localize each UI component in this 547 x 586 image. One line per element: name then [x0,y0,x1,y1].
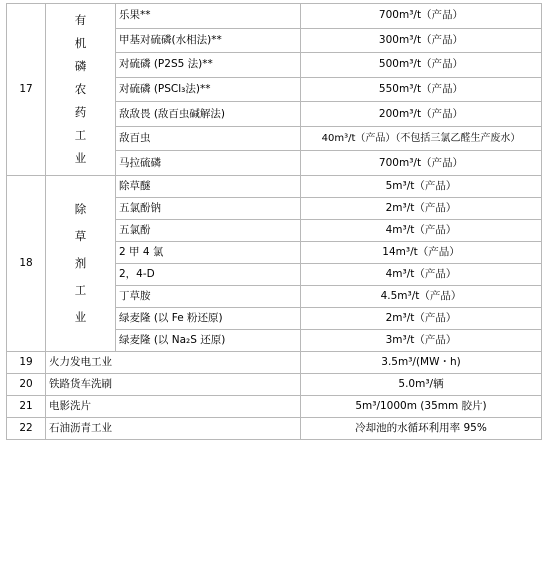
table-row [7,396,542,418]
product-name: 五氯酚 [116,220,301,242]
table-row [7,374,542,396]
row-number: 18 [7,176,46,352]
water-quota: 14m³/t（产品） [301,242,542,264]
row-number: 22 [7,418,46,440]
product-name: 五氯酚钠 [116,198,301,220]
row-number: 19 [7,352,46,374]
water-quota: 冷却池的水循环利用率 95% [301,418,542,440]
category-char: 磷 [74,59,87,73]
product-name: 乐果** [116,4,301,29]
water-quota: 300m³/t（产品） [301,28,542,53]
category-char: 药 [74,105,87,119]
water-quota: 4.5m³/t（产品） [301,286,542,308]
product-name: 丁草胺 [116,286,301,308]
product-name: 敌敌畏 (敌百虫碱解法) [116,102,301,127]
industry-name: 铁路货车洗刷 [46,374,301,396]
product-name: 对硫磷 (P2S5 法)** [116,53,301,78]
water-quota: 3.5m³/(MW・h) [301,352,542,374]
water-quota: 5m³/t（产品） [301,176,542,198]
product-name: 甲基对硫磷(水相法)** [116,28,301,53]
industry-name: 石油沥青工业 [46,418,301,440]
row-number: 17 [7,4,46,176]
water-quota: 2m³/t（产品） [301,198,542,220]
table-row [7,352,542,374]
category-char: 农 [74,82,87,96]
water-quota: 40m³/t（产品）（不包括三氯乙醛生产废水） [301,126,542,151]
category-char: 业 [74,151,87,165]
industry-name: 火力发电工业 [46,352,301,374]
product-name: 敌百虫 [116,126,301,151]
water-quota: 4m³/t（产品） [301,220,542,242]
product-name: 对硫磷 (PSCl₃法)** [116,77,301,102]
water-quota: 200m³/t（产品） [301,102,542,127]
water-quota: 5.0m³/辆 [301,374,542,396]
industry-name: 电影洗片 [46,396,301,418]
table-row [7,176,542,198]
water-quota: 2m³/t（产品） [301,308,542,330]
product-name: 马拉硫磷 [116,151,301,176]
category-char: 剂 [74,256,87,270]
category-char: 机 [74,36,87,50]
water-quota: 500m³/t（产品） [301,53,542,78]
category-char: 业 [74,310,87,324]
water-quota: 5m³/1000m (35mm 胶片) [301,396,542,418]
table-row [7,418,542,440]
category-char: 除 [74,202,87,216]
product-name: 除草醚 [116,176,301,198]
row-number: 21 [7,396,46,418]
category-char: 有 [74,13,87,27]
category-cell [46,176,116,352]
category-char: 工 [74,283,87,297]
category-char: 工 [74,128,87,142]
water-quota: 550m³/t（产品） [301,77,542,102]
water-quota: 700m³/t（产品） [301,4,542,29]
water-quota: 3m³/t（产品） [301,330,542,352]
product-name: 绿麦隆 (以 Fe 粉还原) [116,308,301,330]
category-cell [46,4,116,176]
row-number: 20 [7,374,46,396]
wastewater-standard-table [6,3,542,440]
product-name: 2，4-D [116,264,301,286]
table-row [7,4,542,29]
water-quota: 700m³/t（产品） [301,151,542,176]
product-name: 绿麦隆 (以 Na₂S 还原) [116,330,301,352]
category-char: 草 [74,229,87,243]
product-name: 2 甲 4 氯 [116,242,301,264]
water-quota: 4m³/t（产品） [301,264,542,286]
